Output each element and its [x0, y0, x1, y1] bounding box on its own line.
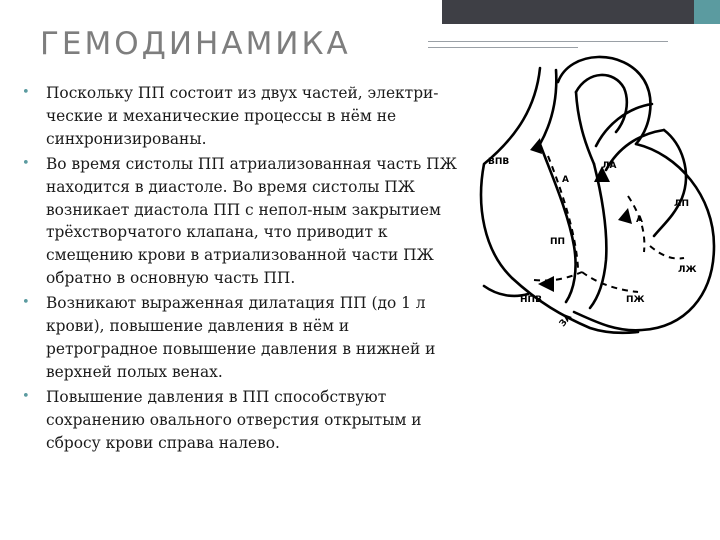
label-vpv: ВПВ — [488, 157, 510, 167]
label-lp: ЛП — [674, 199, 690, 209]
top-bar — [0, 0, 720, 24]
bullet-item — [22, 153, 462, 290]
bullet-item — [22, 386, 462, 455]
left-atrium-contour — [654, 130, 686, 236]
heart-diagram — [478, 46, 720, 346]
flow-arrow-la — [618, 208, 632, 224]
slide-title: ГЕМОДИНАМИКА — [40, 26, 351, 62]
bullet-item — [22, 292, 462, 384]
bullet-text: Поскольку ПП состоит из двух частей, электри-ческие и механические процессы в нём не синхронизированы. — [46, 84, 439, 148]
bullet-marker: • — [22, 388, 30, 404]
bullet-item — [22, 82, 462, 151]
bullet-text: Во время систолы ПП атриализованная часть ПЖ находится в диастоле. Во время систолы ПЖ возникает диастола ПП с непол-ным закрытием трёхстворчатого клапана, что приводит к смещению крови в атриализованной части ПЖ обратно в основную часть ПП. — [46, 154, 457, 288]
top-bar-dark-segment — [442, 0, 720, 24]
label-la: ЛА — [602, 161, 617, 171]
label-lzh: ЛЖ — [678, 265, 697, 275]
title-rule — [428, 41, 668, 42]
label-a-mid: А — [636, 215, 643, 225]
bullet-marker: • — [22, 295, 30, 311]
bullet-marker: • — [22, 155, 30, 171]
flow-arrow-svc — [530, 138, 542, 154]
aortic-arch-inner — [576, 75, 627, 132]
bullet-text: Возникают выраженная дилатация ПП (до 1 л крови), повышение давления в нём и ретроградное повышение давления в нижней и верхней полых венах. — [46, 294, 436, 381]
aortic-stem — [576, 92, 594, 164]
label-a-top: А — [562, 175, 569, 185]
svc-contour — [481, 68, 540, 278]
right-ventricle-contour — [512, 278, 638, 333]
bullet-marker: • — [22, 85, 30, 100]
label-pzh: ПЖ — [626, 295, 645, 305]
flow-arrow-ivc — [538, 276, 554, 292]
svc-inner-contour — [540, 70, 556, 144]
label-npv: НПВ — [520, 295, 542, 305]
bullet-text: Повышение давления в ПП способствуют сохранению овального отверстия открытым и сбросу крови справа налево. — [46, 387, 422, 452]
top-bar-accent-segment — [694, 0, 720, 24]
label-pp: ПП — [550, 237, 566, 247]
bullet-list — [22, 82, 462, 457]
flow-dashed-rv — [582, 272, 638, 292]
flow-dashed-lv — [650, 246, 684, 259]
label-hand: ЗА — [557, 312, 575, 330]
pulmonary-artery — [596, 104, 652, 146]
septum-contour — [590, 164, 606, 308]
